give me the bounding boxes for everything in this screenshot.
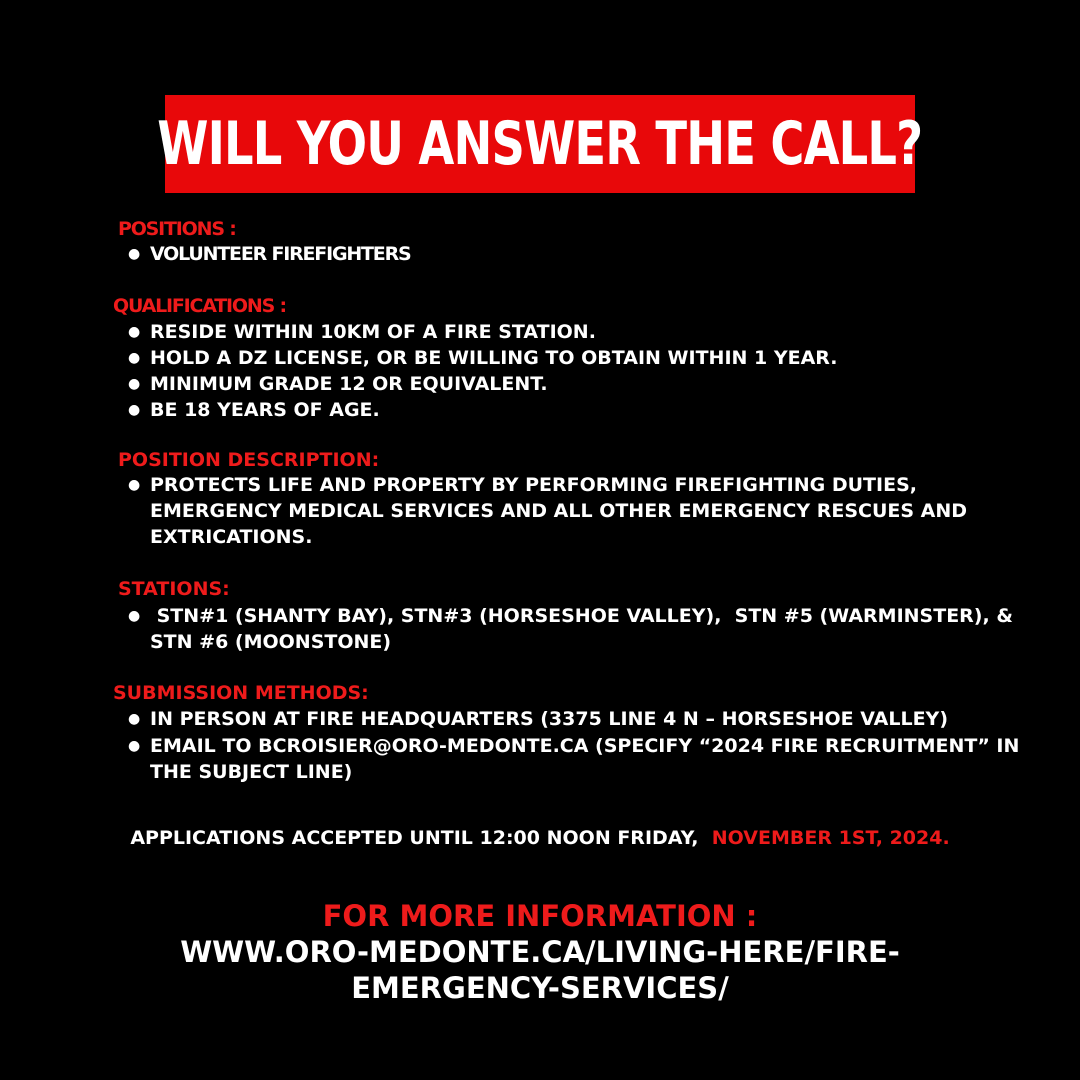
deadline-line <box>0 825 1080 851</box>
submission-heading: SUBMISSION METHODS: <box>113 682 369 704</box>
submission-item: IN PERSON AT FIRE HEADQUARTERS (3375 LINE 4 N – HORSESHOE VALLEY) <box>150 708 948 730</box>
list-item <box>128 706 1020 732</box>
list-item <box>128 603 1033 655</box>
bullet-icon: ● <box>128 350 141 366</box>
stations-heading: STATIONS: <box>118 578 230 600</box>
positions-heading: POSITIONS : <box>118 218 236 240</box>
bullet-icon: ● <box>128 246 141 262</box>
list-item <box>128 345 1020 371</box>
bullet-icon: ● <box>128 402 141 418</box>
qualification-item: BE 18 YEARS OF AGE. <box>150 399 380 421</box>
more-info-url[interactable]: WWW.ORO-MEDONTE.CA/LIVING-HERE/FIRE-EMERGENCY-SERVICES/ <box>180 935 900 1005</box>
more-info <box>0 898 1080 1006</box>
qualification-item: MINIMUM GRADE 12 OR EQUIVALENT. <box>150 373 548 395</box>
list-item <box>128 371 1020 397</box>
qualification-item: RESIDE WITHIN 10KM OF A FIRE STATION. <box>150 321 596 343</box>
positions-item: VOLUNTEER FIREFIGHTERS <box>150 243 411 265</box>
list-item <box>128 733 1027 785</box>
qualifications-heading: QUALIFICATIONS : <box>113 295 286 317</box>
description-item: PROTECTS LIFE AND PROPERTY BY PERFORMING FIREFIGHTING DUTIES, EMERGENCY MEDICAL SERVICES AND ALL OTHER EMERGENCY RESCUES AND EXTRICATIONS. <box>150 474 974 548</box>
bullet-icon: ● <box>128 711 141 727</box>
submission-item: EMAIL TO BCROISIER@ORO-MEDONTE.CA (SPECIFY “2024 FIRE RECRUITMENT” IN THE SUBJECT LINE) <box>150 735 1027 783</box>
list-item <box>128 319 1020 345</box>
bullet-icon: ● <box>128 376 141 392</box>
bullet-icon: ● <box>128 738 141 754</box>
list-item <box>128 397 1020 423</box>
bullet-icon: ● <box>128 324 141 340</box>
headline-banner <box>157 95 923 193</box>
list-item <box>128 472 1020 550</box>
bullet-icon: ● <box>128 608 141 624</box>
more-info-heading: FOR MORE INFORMATION : <box>322 899 758 933</box>
description-heading: POSITION DESCRIPTION: <box>118 449 380 471</box>
headline-title: WILL YOU ANSWER THE CALL? <box>157 109 923 179</box>
qualification-item: HOLD A DZ LICENSE, OR BE WILLING TO OBTAIN WITHIN 1 YEAR. <box>150 347 838 369</box>
deadline-text: APPLICATIONS ACCEPTED UNTIL 12:00 NOON FRIDAY, <box>130 827 712 849</box>
deadline-date: NOVEMBER 1ST, 2024. <box>711 827 950 849</box>
list-item <box>128 241 1020 267</box>
stations-item: STN#1 (SHANTY BAY), STN#3 (HORSESHOE VALLEY), STN #5 (WARMINSTER), & STN #6 (MOONSTONE) <box>150 605 1033 653</box>
bullet-icon: ● <box>128 477 141 493</box>
